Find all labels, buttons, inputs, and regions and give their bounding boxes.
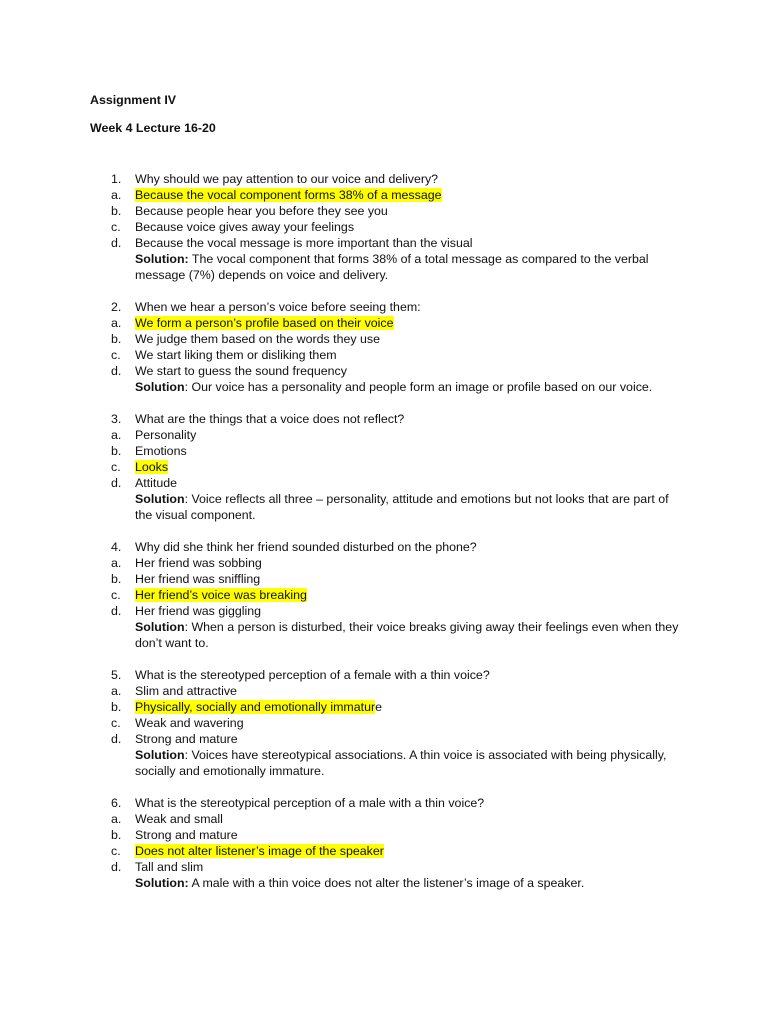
highlighted-answer: Physically, socially and emotionally immatur (135, 700, 376, 714)
solution (135, 747, 680, 779)
document-subtitle: Week 4 Lecture 16-20 (90, 121, 216, 135)
solution-text: : When a person is disturbed, their voice breaks giving away their feelings even when they don’t want to. (135, 620, 679, 650)
option-d (0, 731, 768, 747)
option-c (0, 715, 768, 731)
option-letter: c. (111, 844, 121, 858)
option-text: Personality (135, 428, 197, 442)
option-text: Her friend was sobbing (135, 556, 262, 570)
option-b (0, 571, 768, 587)
option-a (0, 427, 768, 443)
option-b (0, 827, 768, 843)
option-a (0, 555, 768, 571)
option-a (0, 187, 768, 203)
option-d (0, 363, 768, 379)
question-number: 3. (111, 412, 122, 426)
solution (135, 379, 680, 395)
question-number: 2. (111, 300, 122, 314)
highlighted-answer: Because the vocal component forms 38% of a message (135, 188, 442, 202)
option-letter: a. (111, 188, 122, 202)
question-text: When we hear a person’s voice before seeing them: (135, 300, 421, 314)
option-text: Strong and mature (135, 828, 238, 842)
option-text: Strong and mature (135, 732, 238, 746)
solution-text: The vocal component that forms 38% of a total message as compared to the verbal message (7%) depends on voice and delivery. (135, 252, 649, 282)
option-a (0, 811, 768, 827)
option-letter: c. (111, 348, 121, 362)
solution-text: : Voice reflects all three – personality, attitude and emotions but not looks that are part of the visual component. (135, 492, 669, 522)
question-line (0, 171, 768, 187)
question-item (0, 411, 768, 523)
question-list (0, 171, 768, 907)
option-d (0, 603, 768, 619)
question-text: What is the stereotypical perception of a male with a thin voice? (135, 796, 485, 810)
question-line (0, 667, 768, 683)
question-text: What is the stereotyped perception of a female with a thin voice? (135, 668, 490, 682)
option-c (0, 459, 768, 475)
option-text: Because voice gives away your feelings (135, 220, 355, 234)
option-b (0, 331, 768, 347)
option-letter: d. (111, 476, 122, 490)
question-line (0, 411, 768, 427)
option-letter: a. (111, 316, 122, 330)
question-item (0, 539, 768, 651)
option-text: Emotions (135, 444, 187, 458)
solution (135, 491, 680, 523)
question-number: 1. (111, 172, 122, 186)
option-letter: c. (111, 220, 121, 234)
option-letter: d. (111, 604, 122, 618)
option-text: Slim and attractive (135, 684, 237, 698)
option-text: We start liking them or disliking them (135, 348, 337, 362)
highlighted-answer: We form a person’s profile based on their voice (135, 316, 394, 330)
option-letter: a. (111, 556, 122, 570)
solution (135, 619, 680, 651)
question-line (0, 795, 768, 811)
option-text: Weak and small (135, 812, 223, 826)
solution-label: Solution (135, 380, 185, 394)
question-number: 5. (111, 668, 122, 682)
solution-text: : Voices have stereotypical associations. A thin voice is associated with being physically, socially and emotionally immature. (135, 748, 667, 778)
option-text: Attitude (135, 476, 178, 490)
option-letter: b. (111, 332, 122, 346)
option-letter: c. (111, 716, 121, 730)
question-item (0, 299, 768, 395)
option-letter: d. (111, 236, 122, 250)
option-letter: d. (111, 860, 122, 874)
question-text: Why should we pay attention to our voice and delivery? (135, 172, 439, 186)
option-d (0, 235, 768, 251)
question-item (0, 667, 768, 779)
solution-label: Solution (135, 492, 185, 506)
option-text: Weak and wavering (135, 716, 244, 730)
question-number: 6. (111, 796, 122, 810)
highlighted-answer: Her friend’s voice was breaking (135, 588, 307, 602)
question-number: 4. (111, 540, 122, 554)
option-text: Her friend was giggling (135, 604, 262, 618)
solution-label: Solution: (135, 252, 189, 266)
option-text: We judge them based on the words they use (135, 332, 380, 346)
option-c (0, 843, 768, 859)
option-letter: b. (111, 572, 122, 586)
question-text: Why did she think her friend sounded disturbed on the phone? (135, 540, 477, 554)
option-text: Her friend was sniffling (135, 572, 261, 586)
option-letter: d. (111, 364, 122, 378)
question-text: What are the things that a voice does not reflect? (135, 412, 405, 426)
solution-label: Solution (135, 620, 185, 634)
option-c (0, 587, 768, 603)
solution-text: A male with a thin voice does not alter the listener’s image of a speaker. (188, 876, 585, 890)
option-b (0, 443, 768, 459)
option-letter: c. (111, 588, 121, 602)
option-a (0, 315, 768, 331)
solution (135, 875, 680, 891)
option-text: Because people hear you before they see you (135, 204, 388, 218)
option-text: We start to guess the sound frequency (135, 364, 347, 378)
option-letter: b. (111, 444, 122, 458)
solution (135, 251, 680, 283)
solution-label: Solution (135, 748, 185, 762)
option-d (0, 859, 768, 875)
question-item (0, 795, 768, 891)
option-letter: a. (111, 684, 122, 698)
question-line (0, 539, 768, 555)
option-b (0, 699, 768, 715)
solution-text: : Our voice has a personality and people form an image or profile based on our voice. (184, 380, 653, 394)
highlighted-answer: Does not alter listener’s image of the speaker (135, 844, 384, 858)
option-b (0, 203, 768, 219)
option-c (0, 219, 768, 235)
option-text: Tall and slim (135, 860, 204, 874)
option-d (0, 475, 768, 491)
option-letter: b. (111, 204, 122, 218)
solution-label: Solution: (135, 876, 189, 890)
question-line (0, 299, 768, 315)
option-letter: d. (111, 732, 122, 746)
option-letter: b. (111, 700, 122, 714)
option-letter: a. (111, 428, 122, 442)
option-a (0, 683, 768, 699)
document-title: Assignment IV (90, 93, 177, 107)
option-c (0, 347, 768, 363)
option-letter: b. (111, 828, 122, 842)
question-item (0, 171, 768, 283)
option-letter: c. (111, 460, 121, 474)
highlighted-answer: Looks (135, 460, 169, 474)
option-text: e (375, 700, 383, 714)
option-text: Because the vocal message is more important than the visual (135, 236, 473, 250)
option-letter: a. (111, 812, 122, 826)
